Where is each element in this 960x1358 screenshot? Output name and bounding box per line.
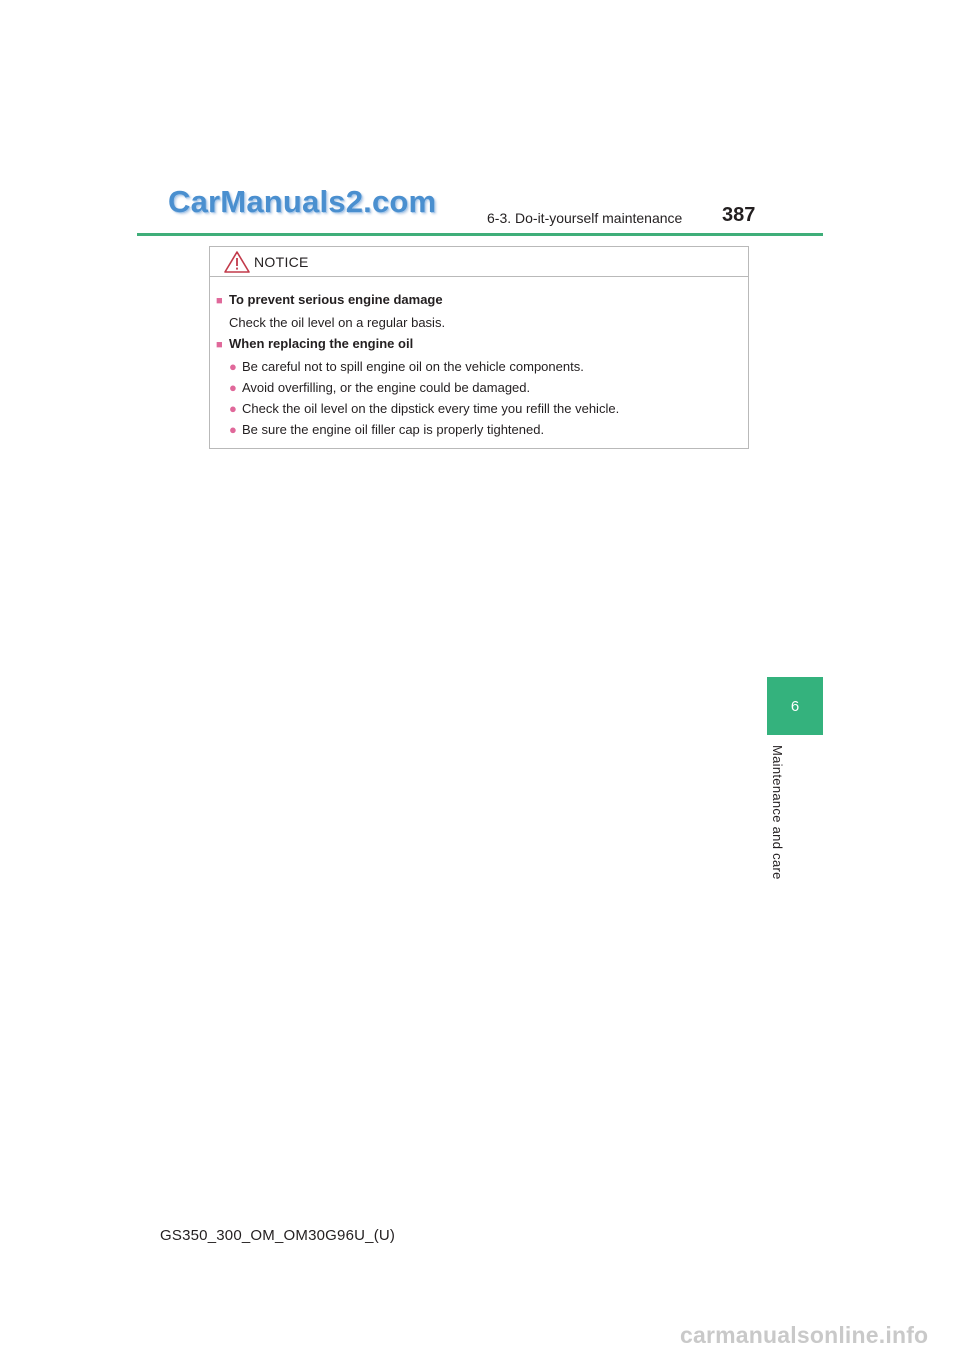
section-title: 6-3. Do-it-yourself maintenance xyxy=(487,210,683,226)
bullet-text: Avoid overfilling, or the engine could be damaged. xyxy=(242,380,531,395)
page-number: 387 xyxy=(722,204,756,226)
chapter-number: 6 xyxy=(790,697,800,715)
warning-triangle-icon xyxy=(224,251,250,273)
circle-bullet-icon: ● xyxy=(229,380,237,395)
notice-box xyxy=(209,246,749,449)
circle-bullet-icon: ● xyxy=(229,359,237,374)
bullet-text: Be sure the engine oil filler cap is properly tightened. xyxy=(242,422,545,437)
item-heading-text: To prevent serious engine damage xyxy=(229,292,443,307)
watermark-logo-top: CarManuals2.com xyxy=(168,184,437,219)
notice-item-heading xyxy=(216,333,748,356)
notice-bullet xyxy=(216,377,748,398)
manual-code: GS350_300_OM_OM30G96U_(U) xyxy=(160,1227,396,1244)
notice-label: NOTICE xyxy=(254,253,309,270)
item-heading-text: When replacing the engine oil xyxy=(229,336,414,351)
notice-item-text xyxy=(216,312,748,333)
circle-bullet-icon: ● xyxy=(229,422,237,437)
square-bullet-icon: ■ xyxy=(216,339,223,351)
notice-body xyxy=(210,277,748,440)
notice-bullet xyxy=(216,398,748,419)
chapter-title: Maintenance and care xyxy=(770,745,785,880)
circle-bullet-icon: ● xyxy=(229,401,237,416)
chapter-tab xyxy=(767,677,823,735)
bullet-text: Check the oil level on the dipstick every time you refill the vehicle. xyxy=(242,401,620,416)
item-body-text: Check the oil level on a regular basis. xyxy=(229,315,446,330)
header-divider xyxy=(137,233,823,236)
bullet-text: Be careful not to spill engine oil on the vehicle components. xyxy=(242,359,584,374)
watermark-logo-bottom: carmanualsonline.info xyxy=(680,1322,929,1348)
notice-bullet xyxy=(216,419,748,440)
notice-header xyxy=(210,247,748,277)
square-bullet-icon: ■ xyxy=(216,295,223,307)
notice-item-heading xyxy=(216,289,748,312)
notice-bullet xyxy=(216,356,748,377)
